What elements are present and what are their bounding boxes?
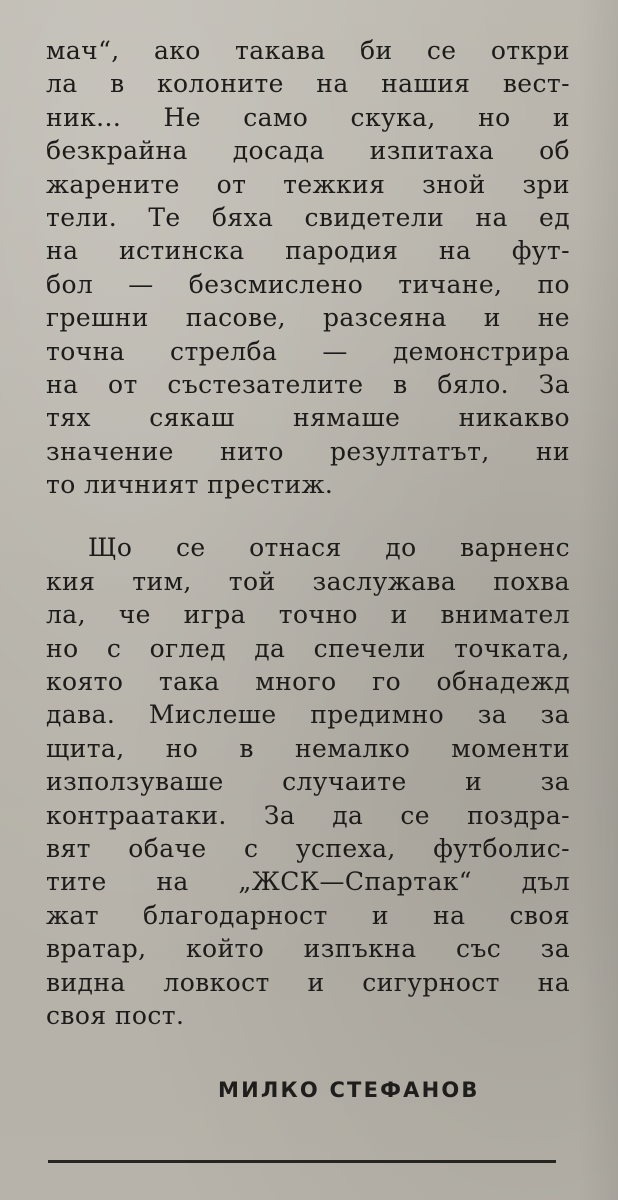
author-signature: МИЛКО СТЕФАНОВ [218,1078,480,1102]
text-line: мач“, ако такава би се откри [46,36,570,65]
text-line: но с оглед да спечели точката, [46,633,570,663]
text-line: ник... Не само скука, но и [46,102,570,132]
text-line: контраатаки. За да се поздра- [46,800,570,830]
text-line: тели. Те бяха свидетели на ед [46,202,570,232]
text-line: безкрайна досада изпитаха об [46,136,570,166]
text-line: Що се отнася до варненс [88,533,570,563]
text-line: ла в колоните на нашия вест- [46,69,570,99]
paragraph-gap [46,501,570,531]
article-paragraph-2 [46,531,570,1032]
text-line: щита, но в немалко моменти [46,733,570,763]
text-line: кия тим, той заслужава похва [46,566,570,596]
article-column [46,34,570,1032]
text-line: на от състезателите в бяло. За [46,369,570,399]
text-line: на истинска пародия на фут- [46,236,570,266]
text-line: грешни пасове, разсеяна и не [46,303,570,333]
text-line: използуваше случаите и за [46,767,570,797]
text-line: ла, че игра точно и внимател [46,600,570,630]
text-line: то личният престиж. [46,470,334,500]
text-line: жарените от тежкия зной зри [46,169,570,199]
text-line: бол — безсмислено тичане, по [46,269,570,299]
divider-rule [48,1160,556,1163]
text-line: своя пост. [46,1000,185,1030]
text-line: тите на „ЖСК—Спартак“ дъл [46,867,570,897]
text-line: точна стрелба — демонстрира [46,336,570,366]
text-line: дава. Мислеше предимно за за [46,700,570,730]
text-line: вят обаче с успеха, футболис- [46,833,570,863]
text-line: значение нито резултатът, ни [46,436,570,466]
text-line: вратар, който изпъкна със за [46,934,570,964]
text-line: видна ловкост и сигурност на [46,967,570,997]
text-line: която така много го обнадежд [46,667,570,697]
paper-shadow [578,0,618,1200]
text-line: тях сякаш нямаше никакво [46,403,570,433]
article-paragraph-1 [46,34,570,501]
text-line: жат благодарност и на своя [46,900,570,930]
